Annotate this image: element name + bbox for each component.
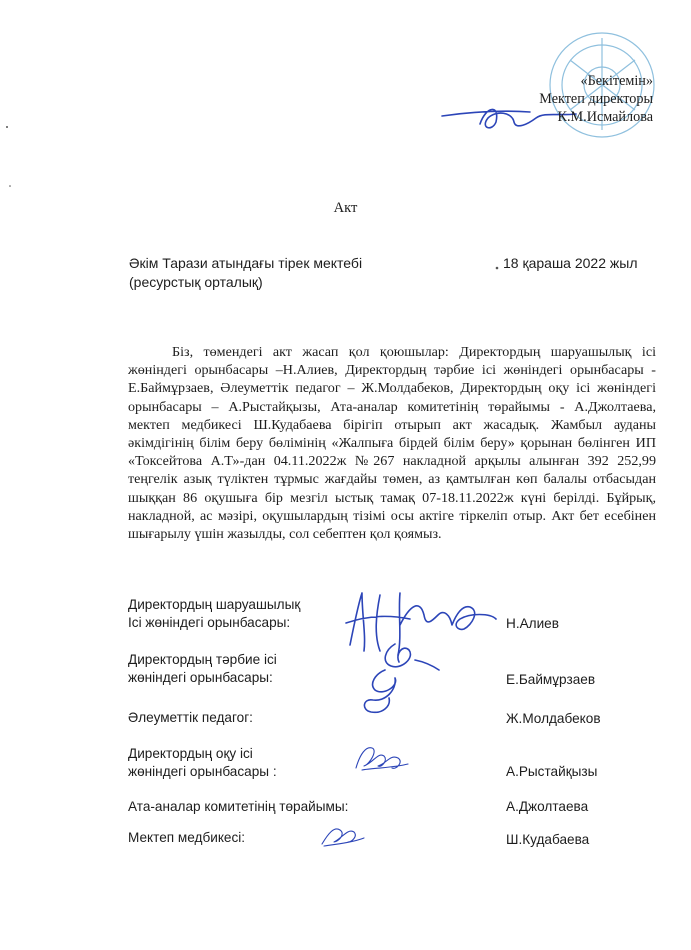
- signatory-name-2: Е.Баймұрзаев: [506, 672, 596, 687]
- document-title: Акт: [333, 200, 358, 216]
- signatory-role-4: [128, 745, 277, 781]
- signatory-name-1: Н.Алиев: [506, 616, 559, 631]
- document-date: 18 қараша 2022 жыл: [503, 255, 638, 271]
- act-paragraph: Біз, төмендегі акт жасап қол қоюшылар: Директордың шаруашылық ісі жөніндегі орынбасары –Н.Алиев, Директордың тәрбие ісі жөніндегі орынбасары - Е.Баймұрзаев, Әлеуметтік педагог – Ж.Молдабеков, Директордың оқу ісі жөніндегі орынбасары – А.Рыстайқызы, Ата-аналар комитетінің төрайымы - А.Джолтаева, мектеп медбикесі Ш.Кудабаева бірігіп отырып акт жасадық. Жамбыл ауданы әкімдігінің білім беру бөлімінің «Жалпыға бірдей білім беру» қорынан бөлінген ИП «Токсейтова А.Т»-дан 04.11.2022ж №267 накладной арқылы алынған 392 252,99 теңгелік азық түліктен тұрмыс жағдайы төмен, аз қамтылған көп балалы отбасыдан шыққан 86 оқушыға бір мезгіл ыстық тамақ 07-18.11.2022ж күні берілді. Бұйрық, накладной, ас мәзірі, оқушылардың тізімі осы актіге тіркеліп отыр. Акт бет есебінен шығарылу үшін жазылды, сол себептен қол қоямыз.: [128, 344, 656, 543]
- signatory-role-3: [128, 709, 253, 727]
- role-line: Директордың тәрбие ісі: [128, 652, 277, 667]
- organization-line-1: Әкім Тарази атындағы тірек мектебі: [129, 255, 363, 271]
- role-line: Директордың оқу ісі: [128, 746, 253, 761]
- organization-name: [129, 254, 362, 292]
- signature-6: [318, 820, 368, 850]
- role-line: жөніндегі орынбасары:: [128, 670, 273, 685]
- role-line: Мектеп медбикесі:: [128, 830, 246, 845]
- role-line: Ата-аналар комитетінің төрайымы:: [128, 799, 349, 814]
- role-line: Директордың шаруашылық: [128, 597, 301, 612]
- organization-line-2: (ресурстық орталық): [129, 274, 263, 290]
- signatory-role-6: [128, 829, 245, 847]
- signatory-name-6: Ш.Кудабаева: [506, 832, 590, 847]
- signatory-role-5: [128, 798, 348, 816]
- approval-position: Мектеп директоры: [539, 91, 653, 107]
- role-line: Ісі жөніндегі орынбасары:: [128, 615, 291, 630]
- signature-4: [352, 738, 412, 778]
- role-line: жөніндегі орынбасары :: [128, 764, 277, 779]
- signatory-role-2: [128, 651, 277, 687]
- signatory-name-5: А.Джолтаева: [506, 799, 589, 814]
- signatory-role-1: [128, 596, 300, 632]
- signatory-name-4: А.Рыстайқызы: [506, 764, 598, 779]
- act-body: [128, 343, 656, 543]
- role-line: Әлеуметтік педагог:: [128, 710, 253, 725]
- signature-2: [355, 640, 445, 720]
- signatory-name-3: Ж.Молдабеков: [506, 711, 601, 726]
- approval-director-name: К.М.Исмайлова: [557, 109, 653, 125]
- approval-title: «Бекітемін»: [580, 73, 653, 89]
